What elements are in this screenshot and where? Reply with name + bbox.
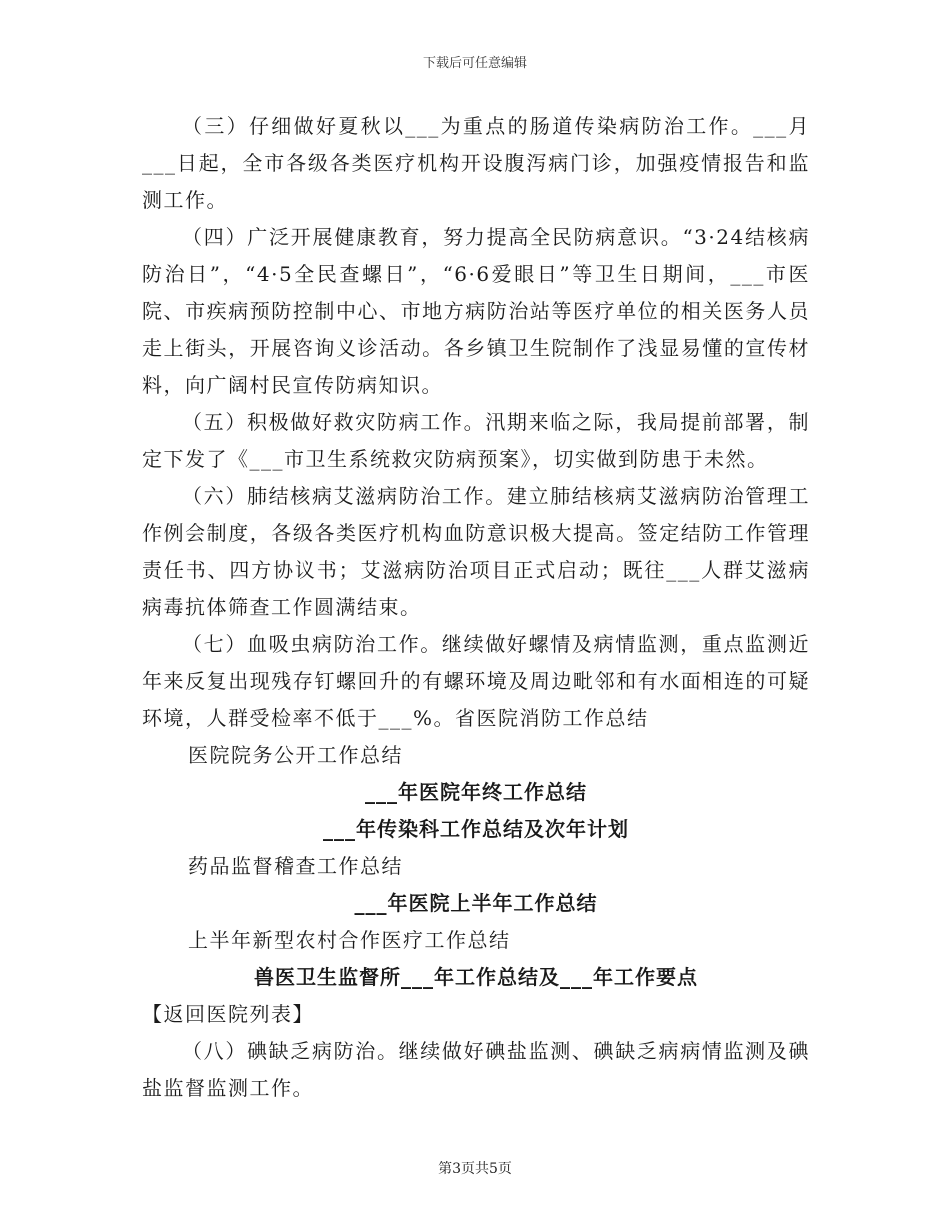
related-heading-veterinary[interactable]: 兽医卫生监督所___年工作总结及___年工作要点 [254, 965, 698, 989]
related-link-rural-medical[interactable]: 上半年新型农村合作医疗工作总结 [188, 928, 511, 952]
page-footer: 第3页共5页 [438, 1161, 512, 1177]
back-to-list-link[interactable]: 【返回医院列表】 [142, 1002, 314, 1026]
related-heading-half-year-summary[interactable]: ___年医院上半年工作总结 [354, 891, 598, 915]
page-header: 下载后可任意编辑 [422, 56, 527, 71]
document-body [142, 108, 810, 1107]
related-heading-year-end-summary[interactable]: ___年医院年终工作总结 [365, 780, 587, 804]
paragraph-6: （六）肺结核病艾滋病防治工作。建立肺结核病艾滋病防治管理工作例会制度，各级各类医疗机构血防意识极大提高。签定结防工作管理责任书、四方协议书；艾滋病防治项目正式启动；既往___人群艾滋病病毒抗体筛查工作圆满结束。 [142, 484, 810, 619]
related-link-drug-supervision[interactable]: 药品监督稽查工作总结 [188, 854, 403, 878]
paragraph-7: （七）血吸虫病防治工作。继续做好螺情及病情监测，重点监测近年来反复出现残存钉螺回升的有螺环境及周边毗邻和有水面相连的可疑环境，人群受检率不低于___%。省医院消防工作总结 [142, 632, 810, 730]
paragraph-8: （八）碘缺乏病防治。继续做好碘盐监测、碘缺乏病病情监测及碘盐监督监测工作。 [142, 1039, 810, 1100]
paragraph-4: （四）广泛开展健康教育，努力提高全民防病意识。“3·24结核病防治日”，“4·5全民查螺日”，“6·6爱眼日”等卫生日期间，___市医院、市疾病预防控制中心、市地方病防治站等医疗单位的相关医务人员走上街头，开展咨询义诊活动。各乡镇卫生院制作了浅显易懂的宣传材料，向广阔村民宣传防病知识。 [142, 225, 810, 397]
paragraph-5: （五）积极做好救灾防病工作。汛期来临之际，我局提前部署，制定下发了《___市卫生系统救灾防病预案》，切实做到防患于未然。 [142, 410, 810, 471]
related-link-hospital-affairs[interactable]: 医院院务公开工作总结 [188, 743, 403, 767]
related-heading-infectious-dept[interactable]: ___年传染科工作总结及次年计划 [323, 817, 629, 841]
paragraph-3: （三）仔细做好夏秋以___为重点的肠道传染病防治工作。___月___日起，全市各级各类医疗机构开设腹泻病门诊，加强疫情报告和监测工作。 [142, 114, 810, 212]
